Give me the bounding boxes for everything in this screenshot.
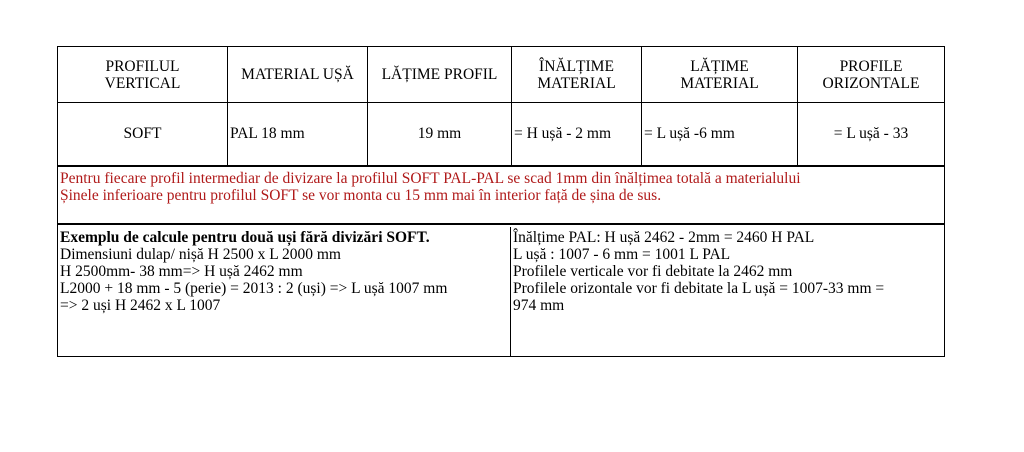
header-text: ORIZONTALE [822,74,920,92]
header-text: ÎNĂLȚIME [539,57,614,75]
example-line: L2000 + 18 mm - 5 (perie) = 2013 : 2 (uși) => L ușă 1007 mm [60,280,448,297]
example-line: L ușă : 1007 - 6 mm = 1001 L PAL [513,246,731,263]
header-text: MATERIAL [537,74,616,92]
header-text: MATERIAL [680,74,759,92]
values-row [58,102,944,167]
header-row [58,47,944,103]
header-text: PROFILE [839,57,903,75]
header-material-usa [228,47,368,102]
header-profilul-vertical [58,47,228,102]
example-line: => 2 uși H 2462 x L 1007 [60,297,221,314]
header-text: PROFILUL [105,57,180,75]
example-row [58,227,944,356]
value-material: PAL 18 mm [228,102,368,165]
example-line: Profilele orizontale vor fi debitate la L ușă = 1007-33 mm = [513,280,885,297]
example-line: H 2500mm- 38 mm=> H ușă 2462 mm [60,263,303,280]
header-inaltime-material [512,47,642,102]
header-latime-material [642,47,798,102]
header-profile-orizontale [798,47,944,102]
example-left-cell [58,227,511,356]
value-latime-profil: 19 mm [368,102,512,165]
notes-row [58,167,944,225]
header-latime-profil [368,47,512,102]
example-line: Dimensiuni dulap/ nișă H 2500 x L 2000 mm [60,246,341,263]
value-latime-material: = L ușă -6 mm [642,102,798,165]
value-profile-orizontale: = L ușă - 33 [833,125,909,142]
example-line: Profilele verticale vor fi debitate la 2462 mm [513,263,793,280]
note-line: Pentru fiecare profil intermediar de divizare la profilul SOFT PAL-PAL se scad 1mm din înălțimea totală a materialului [60,170,801,187]
example-title: Exemplu de calcule pentru două uși fără divizări SOFT. [60,229,430,246]
example-right-cell [511,227,944,356]
header-text: LĂȚIME [690,57,749,75]
header-text: LĂȚIME PROFIL [381,66,498,83]
note-line: Șinele inferioare pentru profilul SOFT se vor monta cu 15 mm mai în interior față de șina de sus. [60,187,662,204]
example-line: 974 mm [513,297,565,314]
profile-table [57,46,945,357]
value-inaltime: = H ușă - 2 mm [512,102,642,165]
value-profilul: SOFT [58,102,228,165]
header-text: VERTICAL [104,74,181,92]
example-line: Înălțime PAL: H ușă 2462 - 2mm = 2460 H PAL [513,229,815,246]
header-text: MATERIAL UȘĂ [241,66,354,83]
